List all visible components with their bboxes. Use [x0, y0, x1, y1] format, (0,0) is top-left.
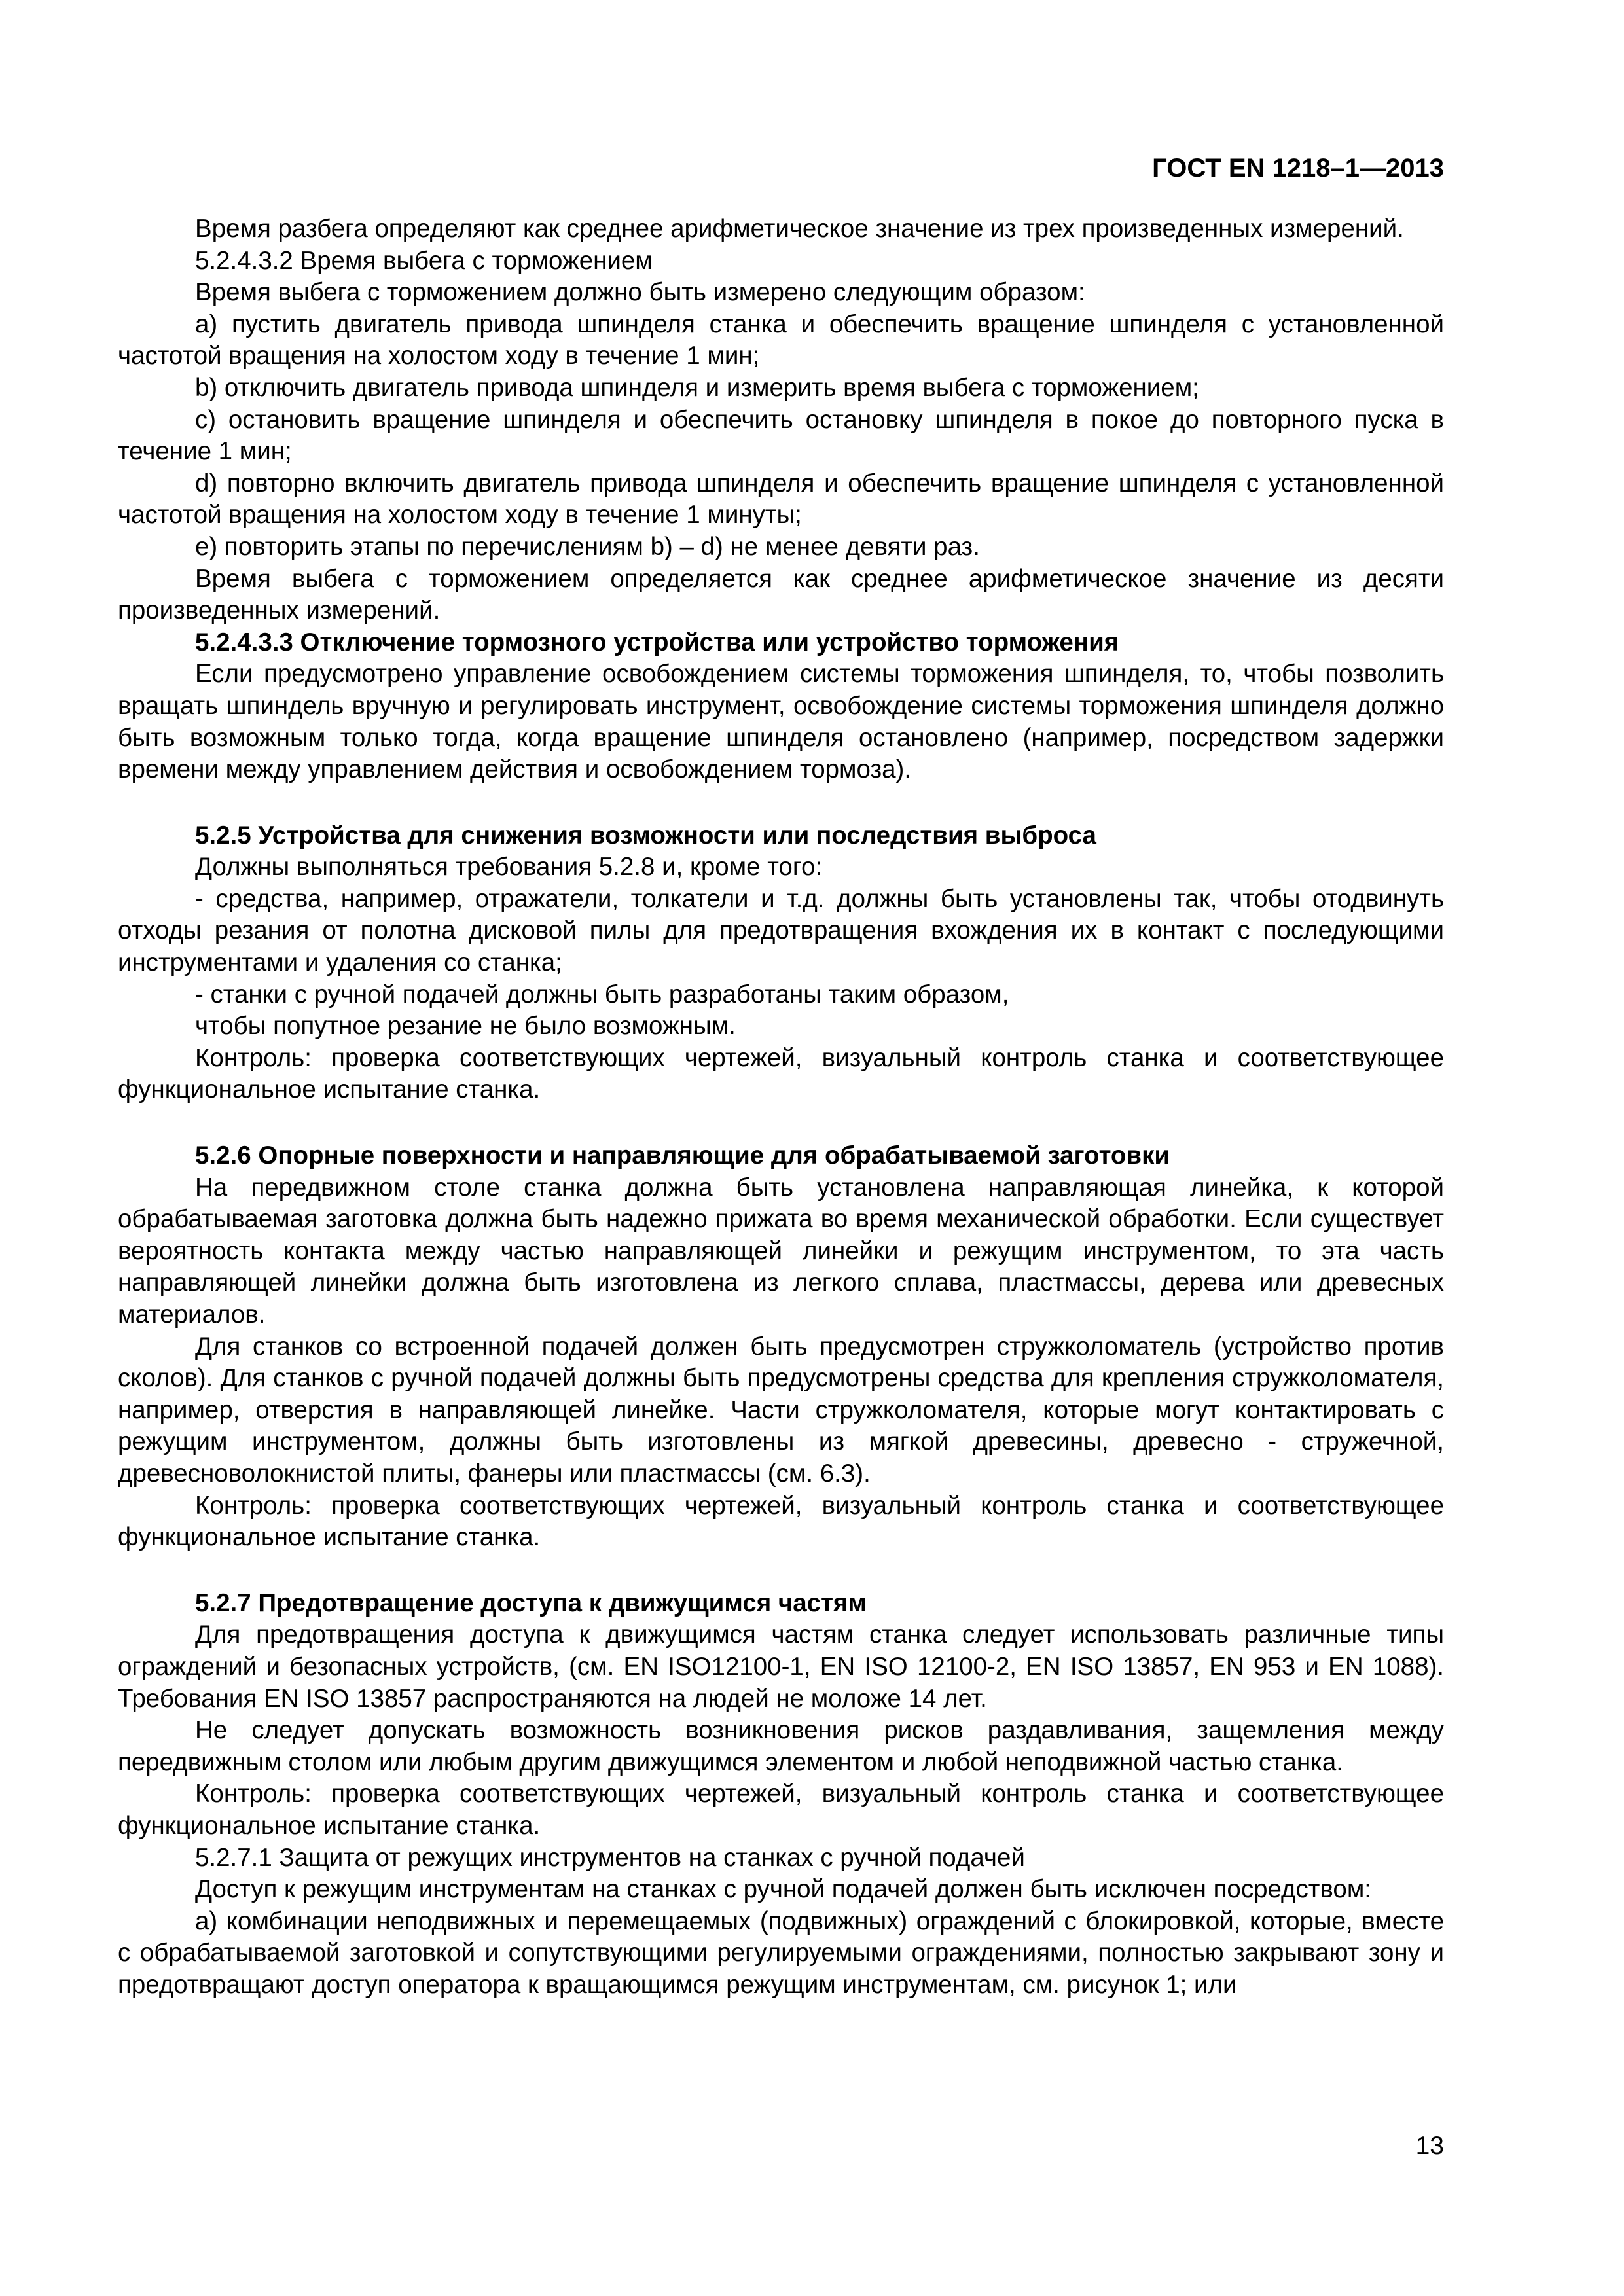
- list-item-dash: - средства, например, отражатели, толкатели и т.д. должны быть установлены так, чтобы отодвинуть отходы резания от полотна дисковой пилы для предотвращения вхождения их в контакт с последующими инструментами и удаления со станка;: [118, 884, 1444, 977]
- control-paragraph: Контроль: проверка соответствующих чертежей, визуальный контроль станка и соответствующее функциональное испытание станка.: [118, 1491, 1444, 1552]
- paragraph: Время выбега с торможением определяется как среднее арифметическое значение из десяти произведенных измерений.: [118, 564, 1444, 625]
- body-text: [118, 213, 1444, 2001]
- subsection-title-5-2-7-1: 5.2.7.1 Защита от режущих инструментов на станках с ручной подачей: [195, 1843, 1025, 1872]
- paragraph-runup-time: Время разбега определяют как среднее арифметическое значение из трех произведенных измерений.: [195, 215, 1404, 243]
- list-item-e: e) повторить этапы по перечислениям b) – d) не менее девяти раз.: [195, 532, 980, 561]
- document-code-header: ГОСТ EN 1218–1—2013: [1152, 154, 1444, 183]
- list-item-a: a) пустить двигатель привода шпинделя станка и обеспечить вращение шпинделя с установленной частотой вращения на холостом ходу в течение 1 мин;: [118, 310, 1444, 370]
- paragraph: Если предусмотрено управление освобождением системы торможения шпинделя, то, чтобы позволить вращать шпиндель вручную и регулировать инструмент, освобождение системы торможения шпинделя должно быть возможным только тогда, когда вращение шпинделя остановлено (например, посредством задержки времени между управлением действия и освобождением тормоза).: [118, 660, 1444, 784]
- page-number: 13: [1415, 2132, 1444, 2160]
- list-item-a: a) комбинации неподвижных и перемещаемых (подвижных) ограждений с блокировкой, которые, вместе с обрабатываемой заготовкой и сопутствующими регулируемыми ограждениями, полностью закрывают зону и предотвращают доступ оператора к вращающимся режущим инструментам, см. рисунок 1; или: [118, 1907, 1444, 1999]
- control-paragraph: Контроль: проверка соответствующих чертежей, визуальный контроль станка и соответствующее функциональное испытание станка.: [118, 1780, 1444, 1840]
- paragraph: Для станков со встроенной подачей должен быть предусмотрен стружколоматель (устройство против сколов). Для станков с ручной подачей должны быть предусмотрены средства для крепления стружколомателя, например, отверстия в направляющей линейке. Части стружколомателя, которые могут контактировать с режущим инструментом, должны быть изготовлены из мягкой древесины, древесно - стружечной, древесноволокнистой плиты, фанеры или пластмассы (см. 6.3).: [118, 1332, 1444, 1488]
- paragraph: чтобы попутное резание не было возможным.: [195, 1012, 736, 1041]
- paragraph: Время выбега с торможением должно быть измерено следующим образом:: [195, 278, 1085, 307]
- paragraph: Должны выполняться требования 5.2.8 и, кроме того:: [195, 853, 823, 882]
- paragraph: Доступ к режущим инструментам на станках с ручной подачей должен быть исключен посредством:: [195, 1875, 1371, 1904]
- list-item-c: c) остановить вращение шпинделя и обеспечить остановку шпинделя в покое до повторного пуска в течение 1 мин;: [118, 405, 1444, 466]
- subsection-title-5-2-4-3-2: 5.2.4.3.2 Время выбега с торможением: [195, 246, 653, 275]
- list-item-b: b) отключить двигатель привода шпинделя и измерить время выбега с торможением;: [195, 373, 1199, 402]
- paragraph: Для предотвращения доступа к движущимся частям станка следует использовать различные типы ограждений и безопасных устройств, (см. EN ISO12100-1, EN ISO 12100-2, EN ISO 13857, EN 953 и EN 1088). Требования EN ISO 13857 распространяются на людей не моложе 14 лет.: [118, 1621, 1444, 1713]
- section-heading-5-2-7: 5.2.7 Предотвращение доступа к движущимся частям: [195, 1588, 867, 1617]
- list-item-d: d) повторно включить двигатель привода шпинделя и обеспечить вращение шпинделя с установленной частотой вращения на холостом ходу в течение 1 минуты;: [118, 469, 1444, 529]
- control-paragraph: Контроль: проверка соответствующих чертежей, визуальный контроль станка и соответствующее функциональное испытание станка.: [118, 1043, 1444, 1104]
- paragraph: На передвижном столе станка должна быть установлена направляющая линейка, к которой обрабатываемая заготовка должна быть надежно прижата во время механической обработки. Если существует вероятность контакта между частью направляющей линейки и режущим инструментом, то эта часть направляющей линейки должна быть изготовлена из легкого сплава, пластмассы, дерева или древесных материалов.: [118, 1173, 1444, 1329]
- list-item-dash: - станки с ручной подачей должны быть разработаны таким образом,: [195, 980, 1009, 1009]
- section-heading-5-2-4-3-3: 5.2.4.3.3 Отключение тормозного устройства или устройство торможения: [195, 628, 1119, 656]
- section-heading-5-2-5: 5.2.5 Устройства для снижения возможности или последствия выброса: [195, 821, 1096, 850]
- paragraph: Не следует допускать возможность возникновения рисков раздавливания, защемления между передвижным столом или любым другим движущимся элементом и любой неподвижной частью станка.: [118, 1716, 1444, 1776]
- section-heading-5-2-6: 5.2.6 Опорные поверхности и направляющие для обрабатываемой заготовки: [195, 1141, 1170, 1170]
